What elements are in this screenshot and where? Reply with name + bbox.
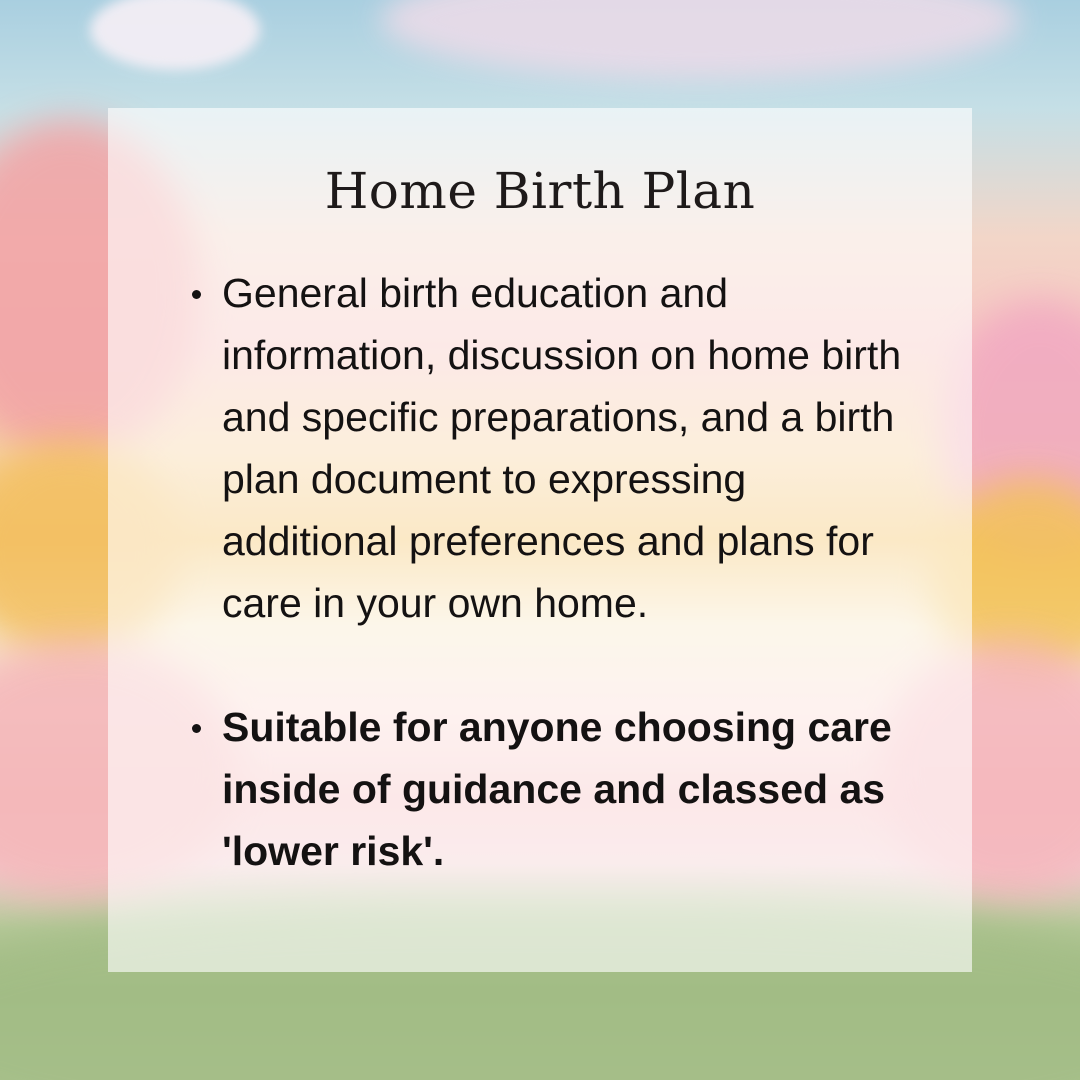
white-cloud-top-left — [90, 0, 260, 70]
list-item — [222, 696, 932, 882]
lilac-cloud-top — [380, 0, 1020, 80]
bullet-icon — [192, 290, 201, 299]
list-item-text: Suitable for anyone choosing care inside of guidance and classed as 'lower risk'. — [222, 704, 892, 874]
list-item — [222, 262, 932, 634]
bullet-icon — [192, 724, 201, 733]
bullet-list — [222, 262, 932, 882]
list-item-text: General birth education and information, discussion on home birth and specific preparations, and a birth plan document to expressing additional preferences and plans for care in your own home. — [222, 270, 902, 626]
card-title: Home Birth Plan — [324, 162, 756, 220]
